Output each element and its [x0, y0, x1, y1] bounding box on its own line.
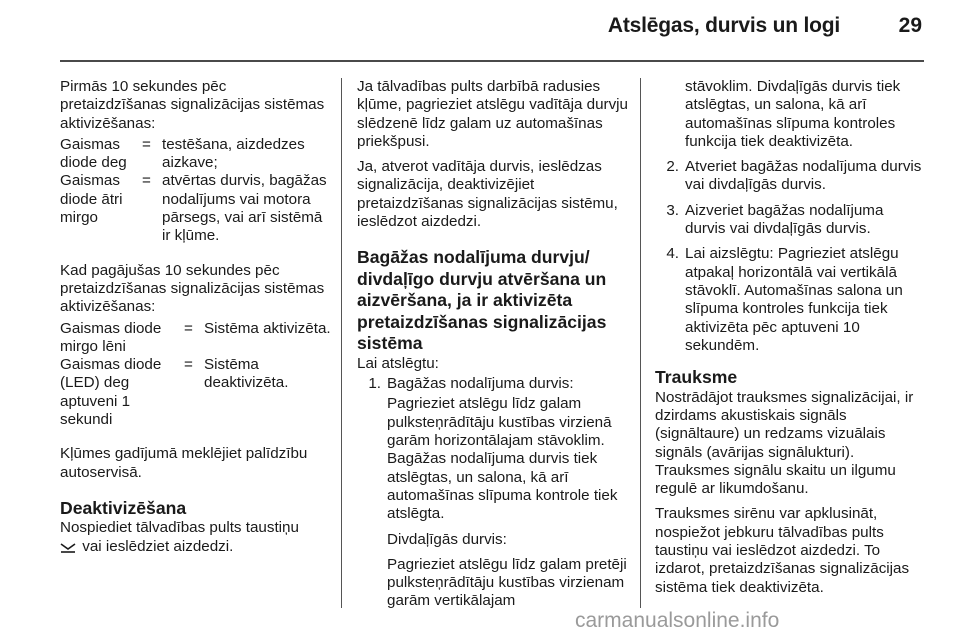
equals-sign: =	[184, 319, 193, 337]
status-table-2	[60, 320, 332, 430]
unlock-key-icon	[60, 540, 76, 558]
equals-sign: =	[142, 172, 151, 190]
text-span: vai ieslēdziet aizdedzi.	[82, 537, 234, 555]
list-number-spacer	[655, 78, 685, 151]
page-number: 29	[898, 14, 922, 37]
list-number: 4.	[666, 245, 679, 263]
table-row	[60, 172, 332, 245]
column-divider-2	[640, 78, 641, 608]
ordered-list	[357, 375, 629, 611]
column-3	[655, 78, 925, 604]
list-item-body	[387, 375, 629, 611]
section-heading: Deaktivizēšana	[60, 497, 187, 518]
list-item	[655, 245, 925, 355]
list-number: 3.	[666, 201, 679, 219]
table-row	[60, 136, 332, 173]
paragraph: Pagrieziet atslēgu līdz galam pulksteņrādītāju kustības virzienā garām horizontālajam stāvoklim. Bagāžas nodalījuma durvis tiek atslēgtas, un salona, kā arī automašīnas slīpuma kontrole tiek atslēgta.	[387, 395, 618, 523]
list-item	[655, 202, 925, 239]
paragraph: Lai atslēgtu:	[357, 354, 439, 372]
text-span: Nospiediet tālvadības pults taustiņu	[60, 519, 299, 537]
paragraph: Pagrieziet atslēgu līdz galam pretēji pulksteņrādītāju kustības virzienam garām vertikālajam	[387, 555, 627, 610]
paragraph: Divdaļīgās durvis:	[387, 530, 507, 548]
list-item-text: Aizveriet bagāžas nodalījuma durvis vai divdaļīgās durvis.	[685, 201, 884, 238]
list-number: 2.	[666, 158, 679, 176]
description: atvērtas durvis, bagāžas nodalījums vai motora pārsegs, vai arī sistēmā ir kļūme.	[162, 172, 327, 245]
list-item-body: stāvoklim. Divdaļīgās durvis tiek atslēgtas, un salona, kā arī automašīnas slīpuma kontroles funkcija tiek deaktivizēta.	[685, 78, 901, 150]
page-header-title: Atslēgas, durvis un logi	[607, 14, 840, 37]
list-item	[655, 158, 925, 195]
watermark-text: carmanualsonline.info	[575, 609, 780, 632]
paragraph: Trauksmes sirēnu var apklusināt, nospiežot jebkuru tālvadības pults taustiņu vai ieslēdzot aizdedzi. To izdarot, pretaizdzīšanas signalizācijas sistēma tiek deaktivizēta.	[655, 505, 910, 596]
paragraph: Ja, atverot vadītāja durvis, ieslēdzas signalizācija, deaktivizējiet pretaizdzīšanas signalizācijas sistēmu, ieslēdzot aizdedzi.	[357, 158, 618, 231]
term: Gaismas diode (LED) deg aptuveni 1 sekundi	[60, 356, 162, 429]
table-row	[60, 320, 332, 357]
paragraph: Kad pagājušas 10 sekundes pēc pretaizdzīšanas signalizācijas sistēmas aktivizēšanas:	[60, 261, 325, 316]
header-rule	[60, 60, 924, 62]
table-row	[60, 356, 332, 429]
column-divider-1	[341, 78, 342, 608]
term: Gaismas diode mirgo lēni	[60, 319, 162, 355]
paragraph: Kļūmes gadījumā meklējiet palīdzību autoservisā.	[60, 445, 308, 481]
paragraph: Ja tālvadības pults darbībā radusies kļūme, pagrieziet atslēgu vadītāja durvju slēdzenē līdz galam uz automašīnas priekšpusi.	[357, 78, 628, 150]
description: Sistēma deaktivizēta.	[204, 356, 289, 392]
term: Gaismas diode deg	[60, 135, 127, 172]
paragraph	[60, 519, 332, 558]
list-item-continued	[655, 78, 925, 151]
section-heading: Bagāžas nodalījuma durvju/ divdaļīgo durvju atvēršana un aizvēršana, ja ir aktivizēta pretaizdzīšanas signalizācijas sistēma	[357, 247, 607, 354]
list-item-text: Atveriet bagāžas nodalījuma durvis vai divdaļīgās durvis.	[685, 158, 922, 194]
section-heading: Trauksme	[655, 367, 738, 388]
paragraph: Nostrādājot trauksmes signalizācijai, ir dzirdams akustiskais signāls (signāltaure) un redzams vizuālais signāls (avārijas signālukturi). Trauksmes signālu skaitu un ilgumu regulē ar likumdošanu.	[655, 388, 914, 498]
list-item	[357, 375, 629, 611]
list-item-text: Lai aizslēgtu: Pagrieziet atslēgu atpakaļ horizontālā vai vertikālā stāvoklī. Automašīnas salona un slīpuma kontroles funkcija tiek aktivizēta pēc aptuveni 10 sekundēm.	[685, 245, 903, 354]
term: Gaismas diode ātri mirgo	[60, 172, 123, 227]
column-2	[357, 78, 629, 618]
paragraph: Bagāžas nodalījuma durvis:	[387, 375, 574, 393]
description: Sistēma aktivizēta.	[204, 319, 331, 337]
equals-sign: =	[184, 356, 193, 374]
description: testēšana, aizdedzes aizkave;	[162, 135, 305, 172]
status-table-1	[60, 136, 332, 246]
equals-sign: =	[142, 135, 151, 153]
paragraph: Pirmās 10 sekundes pēc pretaizdzīšanas signalizācijas sistēmas aktivizēšanas:	[60, 78, 325, 132]
list-number: 1.	[368, 375, 381, 393]
column-1	[60, 78, 332, 565]
